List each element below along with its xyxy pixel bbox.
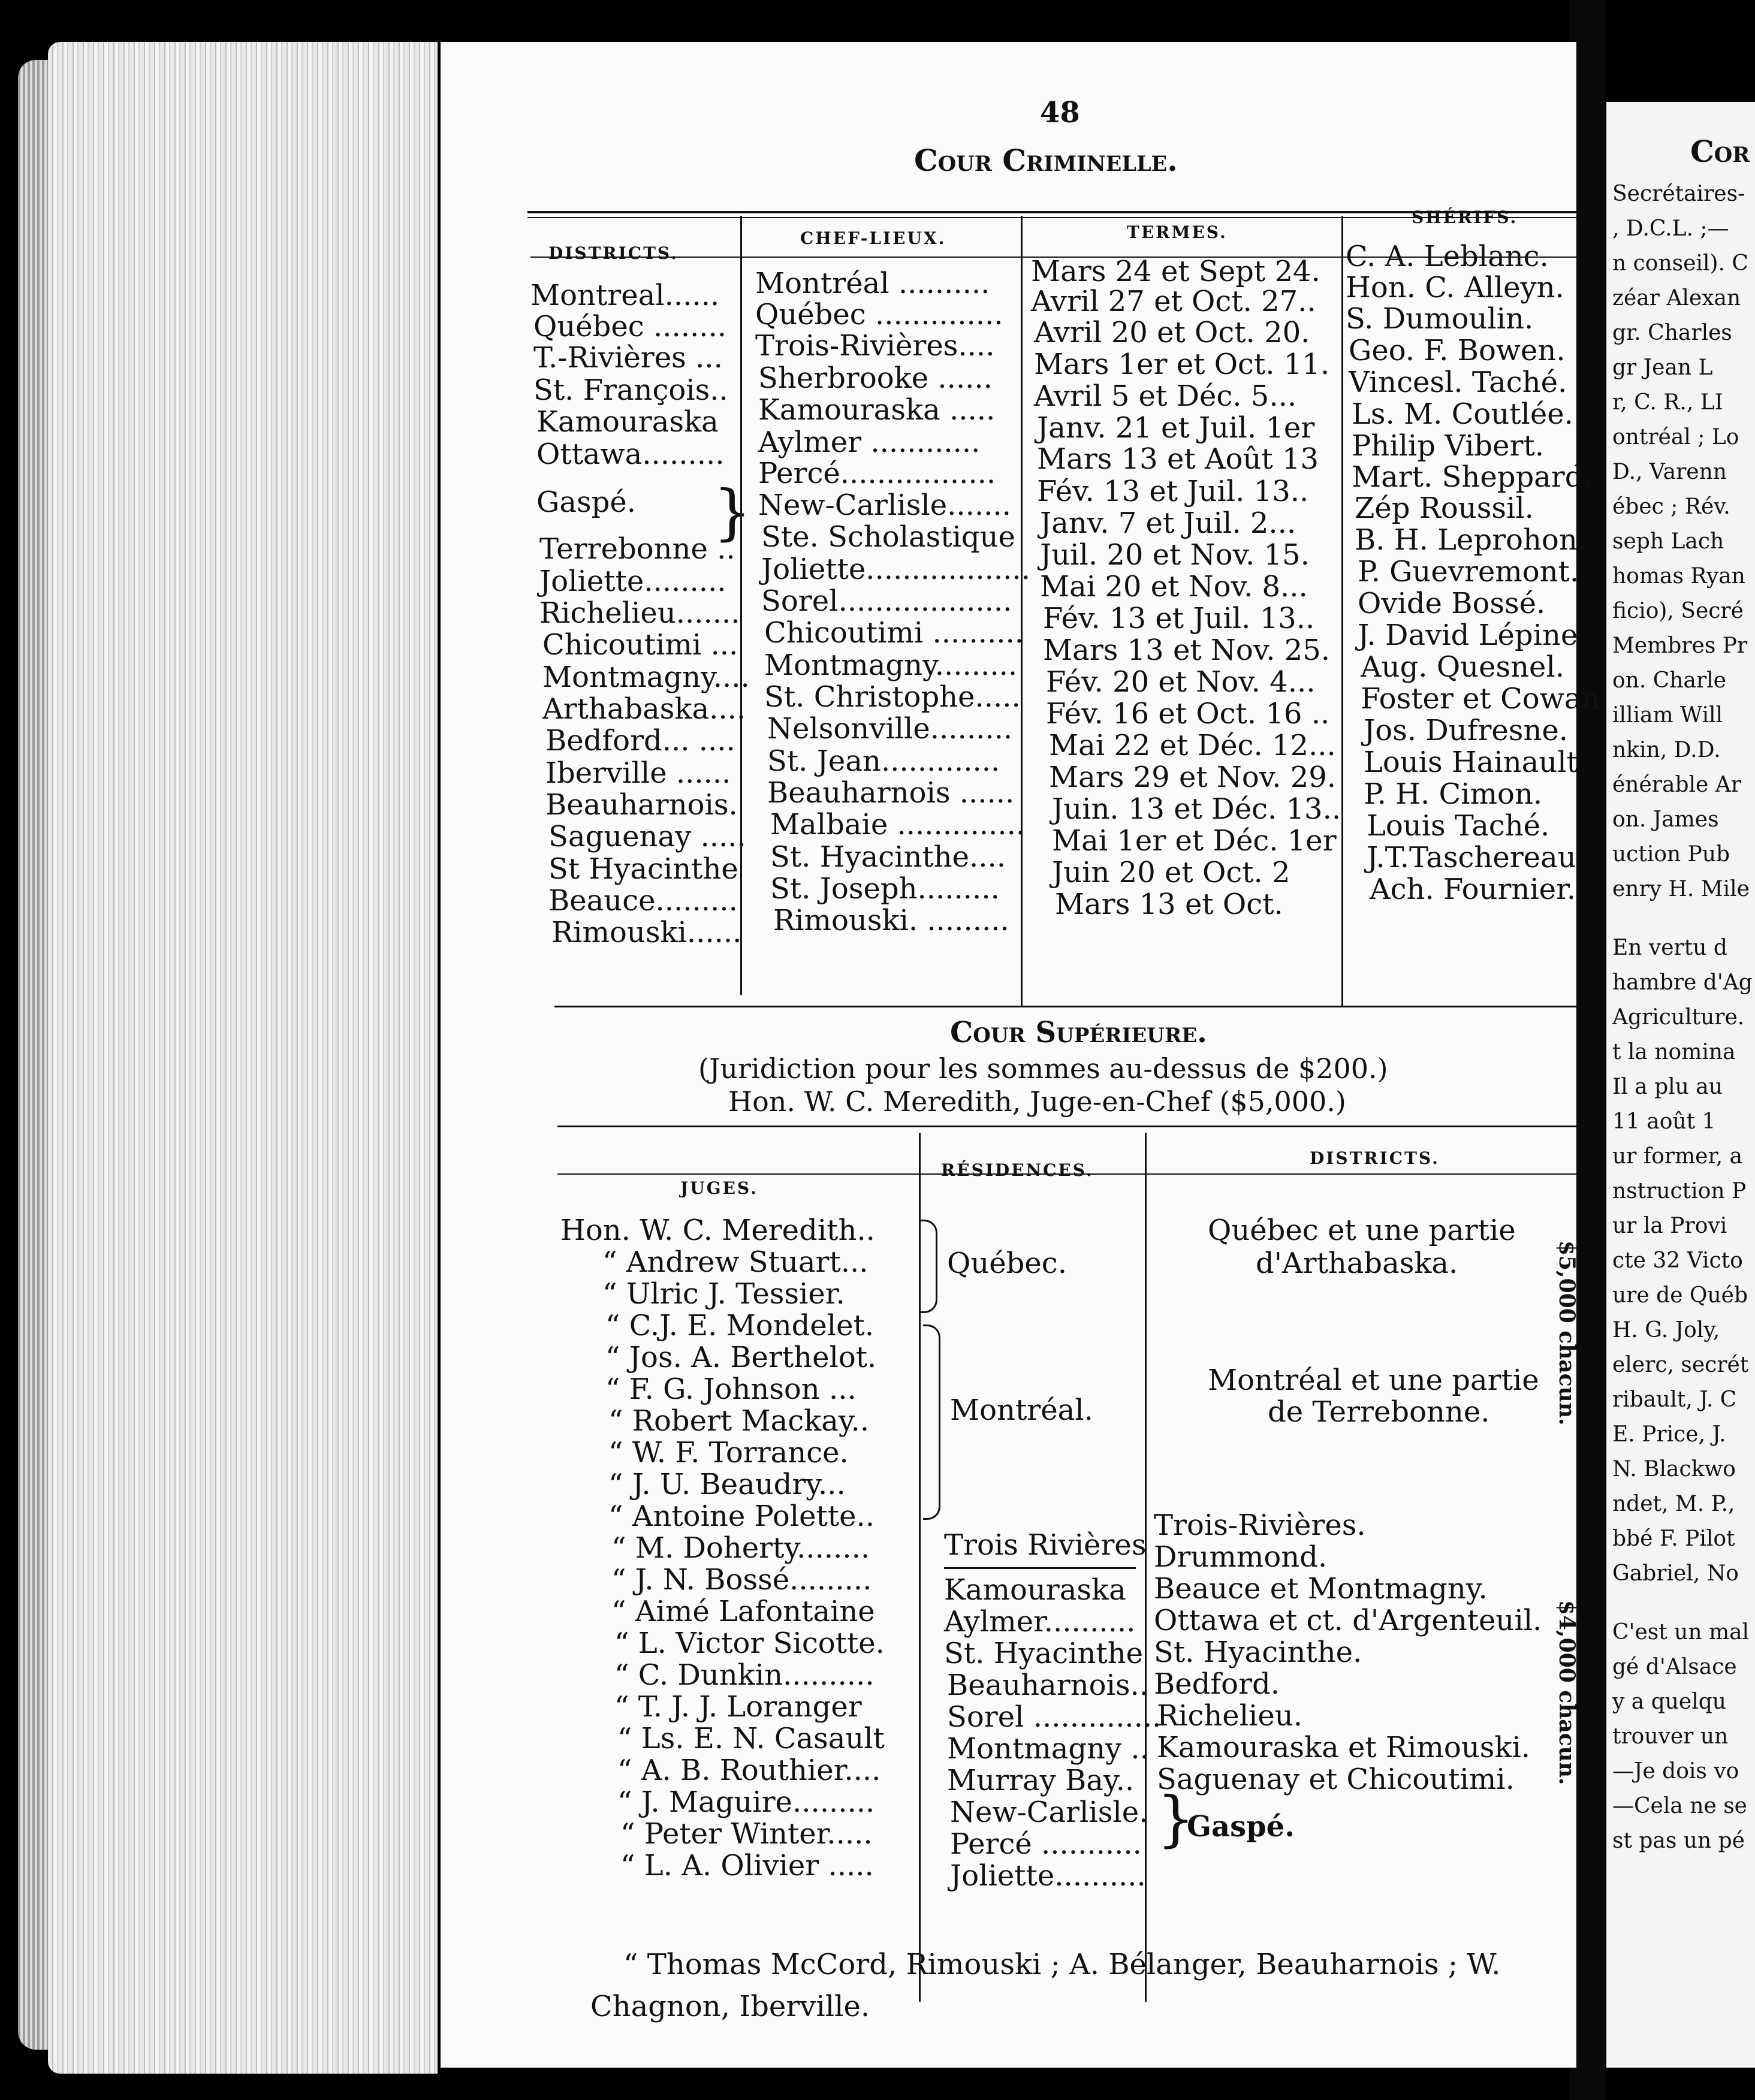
- right-page-line: gr. Charles: [1612, 321, 1732, 345]
- chef-lieu-cell: Trois-Rivières....: [755, 329, 995, 363]
- residence-entry: Percé ...........: [950, 1827, 1142, 1861]
- criminal-bottom-rule: [554, 1006, 1579, 1007]
- district-entry: Kamouraska et Rimouski.: [1157, 1731, 1531, 1764]
- district-cell: Ottawa.........: [536, 437, 725, 471]
- right-page-line: C'est un mal: [1612, 1620, 1750, 1645]
- right-page-line: D., Varenn: [1612, 460, 1727, 484]
- right-page-line: illiam Will: [1612, 703, 1723, 728]
- right-page-line: elerc, secrét: [1612, 1353, 1749, 1377]
- right-page-line: enry H. Mile: [1612, 877, 1750, 901]
- right-page-line: on. Charle: [1612, 668, 1726, 693]
- terme-cell: Avril 20 et Oct. 20.: [1034, 316, 1310, 349]
- chef-lieu-cell: New-Carlisle.......: [758, 488, 1011, 522]
- district-cell: Rimouski......: [551, 916, 742, 949]
- residence-entry: New-Carlisle.: [950, 1796, 1148, 1829]
- right-page-title: Cor: [1690, 134, 1750, 169]
- right-page-line: ébec ; Rév.: [1612, 494, 1730, 519]
- right-page-fragment: [1606, 102, 1755, 2068]
- district-cell: Saguenay .....: [548, 820, 746, 853]
- header-termes: TERMES.: [1127, 222, 1228, 242]
- chef-lieu-cell: St. Joseph.........: [770, 872, 1000, 906]
- terme-cell: Mai 22 et Déc. 12...: [1049, 729, 1336, 762]
- sherif-cell: Hon. C. Alleyn.: [1346, 271, 1564, 304]
- terme-cell: Avril 27 et Oct. 27..: [1031, 285, 1316, 318]
- district-entry: Montréal et une partie: [1208, 1363, 1539, 1397]
- judge-entry: “ A. B. Routhier....: [617, 1754, 881, 1787]
- judge-entry: “ Antoine Polette..: [608, 1499, 875, 1533]
- district-cell: Joliette.........: [539, 565, 726, 598]
- chef-lieu-cell: Kamouraska .....: [758, 393, 996, 427]
- left-page: [441, 42, 1600, 2068]
- judge-entry: “ C. Dunkin..........: [614, 1658, 875, 1692]
- right-page-line: y a quelqu: [1612, 1689, 1726, 1714]
- residence-rule-trois-rivieres: [944, 1567, 1136, 1569]
- footer-line-2: Chagnon, Iberville.: [590, 1990, 870, 2023]
- header-juges: JUGES.: [680, 1178, 758, 1198]
- sherif-cell: Ach. Fournier.: [1370, 873, 1576, 906]
- terme-cell: Mars 13 et Oct.: [1055, 888, 1283, 921]
- judge-entry: “ Ulric J. Tessier.: [602, 1277, 845, 1311]
- terme-cell: Juin. 13 et Déc. 13..: [1052, 792, 1341, 826]
- judge-entry: “ Andrew Stuart...: [602, 1245, 869, 1279]
- chef-lieu-cell: Sorel...................: [761, 584, 1012, 618]
- chef-lieu-cell: Montréal ..........: [755, 267, 990, 300]
- district-entry: Gaspé.: [1187, 1810, 1295, 1843]
- judge-entry: “ F. G. Johnson ...: [605, 1372, 857, 1406]
- residence-entry: St. Hyacinthe: [944, 1637, 1144, 1670]
- district-cell: Richelieu.......: [539, 596, 740, 630]
- sherif-cell: C. A. Leblanc.: [1346, 240, 1549, 273]
- judge-entry: “ L. Victor Sicotte.: [614, 1627, 885, 1660]
- right-page-line: st pas un pé: [1612, 1829, 1745, 1853]
- quebec-bracket: [920, 1220, 937, 1313]
- chef-lieu-cell: Sherbrooke ......: [758, 361, 993, 395]
- header-districts-superior: DISTRICTS.: [1310, 1148, 1440, 1168]
- right-page-line: ur former, a: [1612, 1144, 1743, 1169]
- book-page-edges: [48, 42, 438, 2074]
- terme-cell: Mars 24 et Sept 24.: [1031, 255, 1320, 288]
- district-entry: Richelieu.: [1157, 1699, 1302, 1733]
- district-cell: Beauharnois.: [545, 788, 738, 822]
- superior-chief-justice: Hon. W. C. Meredith, Juge-en-Chef ($5,000.): [728, 1085, 1346, 1118]
- right-page-line: zéar Alexan: [1612, 286, 1741, 310]
- right-page-line: nkin, D.D.: [1612, 738, 1721, 762]
- right-page-line: gé d'Alsace: [1612, 1655, 1737, 1679]
- judge-entry: “ Aimé Lafontaine: [611, 1595, 875, 1628]
- right-page-line: ribault, J. C: [1612, 1387, 1737, 1412]
- right-page-line: En vertu d: [1612, 936, 1727, 960]
- terme-cell: Fév. 20 et Nov. 4...: [1046, 665, 1316, 699]
- judge-entry: “ Peter Winter.....: [620, 1817, 873, 1851]
- residence-entry: Kamouraska: [944, 1573, 1126, 1607]
- right-page-line: gr Jean L: [1612, 355, 1713, 380]
- judge-entry: “ T. J. J. Loranger: [614, 1690, 862, 1724]
- header-districts: DISTRICTS.: [548, 243, 679, 263]
- chef-lieu-cell: Percé.................: [758, 457, 996, 490]
- chef-lieu-cell: Rimouski. .........: [773, 904, 1009, 937]
- right-page-line: [1612, 907, 1753, 931]
- footer-line-1: “ Thomas McCord, Rimouski ; A. Bélanger, Beauharnois ; W.: [623, 1948, 1501, 1981]
- right-page-line: uction Pub: [1612, 842, 1730, 867]
- sherif-cell: J. David Lépine: [1358, 618, 1578, 652]
- district-cell: Kamouraska: [536, 405, 719, 439]
- residence-entry: Joliette..........: [950, 1859, 1146, 1893]
- district-cell: Beauce.........: [548, 884, 738, 918]
- right-page-line: bbé F. Pilot: [1612, 1526, 1735, 1551]
- terme-cell: Mai 1er et Déc. 1er: [1052, 824, 1337, 858]
- right-page-line: N. Blackwo: [1612, 1457, 1736, 1482]
- criminal-court-title: Cour Criminelle.: [914, 143, 1178, 178]
- right-page-line: Il a plu au: [1612, 1075, 1723, 1099]
- residence-entry: Beauharnois..: [947, 1668, 1148, 1702]
- sherif-cell: Zép Roussil.: [1355, 491, 1534, 525]
- district-cell: Québec ........: [533, 310, 727, 343]
- criminal-col-divider-2: [1021, 216, 1023, 1007]
- chef-lieu-cell: St. Jean.............: [767, 744, 1000, 778]
- right-page-line: seph Lach: [1612, 529, 1724, 554]
- right-page-line: ur la Provi: [1612, 1214, 1727, 1238]
- district-entry: Saguenay et Chicoutimi.: [1157, 1763, 1515, 1796]
- chef-lieu-cell: Chicoutimi ..........: [764, 616, 1024, 650]
- district-cell: Bedford... ....: [545, 724, 735, 758]
- right-page-line: ficio), Secré: [1612, 599, 1744, 623]
- residence-entry: Québec.: [947, 1247, 1067, 1280]
- right-page-line: cte 32 Victo: [1612, 1248, 1743, 1273]
- judge-entry: “ Ls. E. N. Casault: [617, 1722, 885, 1755]
- right-page-line: E. Price, J.: [1612, 1422, 1726, 1447]
- right-page-line: ure de Québ: [1612, 1283, 1748, 1308]
- district-entry: Québec et une partie: [1208, 1214, 1516, 1247]
- right-page-lines: [1612, 177, 1753, 1858]
- district-cell: Chicoutimi ...: [542, 628, 738, 662]
- district-cell: Gaspé.: [536, 485, 636, 519]
- sherif-cell: Foster et Cowan: [1361, 682, 1600, 716]
- superior-juridiction: (Juridiction pour les sommes au-dessus de $200.): [698, 1052, 1388, 1085]
- sherif-cell: Philip Vibert.: [1352, 429, 1545, 463]
- right-page-line: Gabriel, No: [1612, 1561, 1739, 1586]
- right-page-line: Membres Pr: [1612, 633, 1748, 658]
- district-entry: d'Arthabaska.: [1256, 1247, 1458, 1280]
- district-cell: Terrebonne ..: [539, 532, 735, 566]
- terme-cell: Mai 20 et Nov. 8...: [1040, 570, 1308, 604]
- judge-entry: “ Robert Mackay..: [608, 1404, 870, 1438]
- residence-entry: Sorel ..............: [947, 1700, 1162, 1734]
- judge-entry: “ J. N. Bossé.........: [611, 1563, 872, 1597]
- sherif-cell: Louis Hainault.: [1364, 746, 1588, 779]
- right-page-line: on. James: [1612, 807, 1719, 832]
- district-entry: Beauce et Montmagny.: [1154, 1572, 1488, 1606]
- sherif-cell: Geo. F. Bowen.: [1349, 334, 1566, 367]
- chef-lieu-cell: Ste. Scholastique: [761, 520, 1015, 554]
- right-page-line: [1612, 1591, 1753, 1615]
- header-residences: RÉSIDENCES.: [941, 1160, 1094, 1180]
- montreal-bracket: [923, 1324, 940, 1520]
- terme-cell: Mars 13 et Août 13: [1037, 442, 1319, 476]
- right-page-line: Secrétaires-: [1612, 182, 1745, 206]
- chef-lieu-cell: Aylmer ............: [758, 426, 981, 459]
- right-page-line: homas Ryan: [1612, 564, 1745, 589]
- terme-cell: Janv. 21 et Juil. 1er: [1037, 411, 1315, 445]
- district-cell: St. François..: [533, 373, 728, 407]
- right-page-line: ontréal ; Lo: [1612, 425, 1739, 449]
- district-cell: Iberville ......: [545, 756, 731, 790]
- right-page-line: 11 août 1: [1612, 1109, 1716, 1134]
- salary-label-1: $5,000 chacun.: [1554, 1241, 1579, 1426]
- sherif-cell: P. Guevremont.: [1358, 555, 1579, 589]
- sherif-cell: S. Dumoulin.: [1346, 302, 1534, 336]
- superior-court-title: Cour Supérieure.: [950, 1016, 1207, 1049]
- chef-lieu-cell: Malbaie ..............: [770, 808, 1026, 841]
- chef-lieu-cell: St. Hyacinthe....: [770, 840, 1006, 874]
- right-page-line: nstruction P: [1612, 1179, 1747, 1203]
- superior-top-rule: [557, 1126, 1576, 1127]
- terme-cell: Mars 13 et Nov. 25.: [1043, 633, 1331, 667]
- district-cell: St Hyacinthe: [548, 852, 738, 886]
- district-entry: Bedford.: [1154, 1667, 1280, 1701]
- right-page-line: n conseil). C: [1612, 251, 1748, 276]
- judge-entry: “ M. Doherty........: [611, 1531, 870, 1565]
- header-chef-lieux: CHEF-LIEUX.: [800, 228, 946, 248]
- sherif-cell: Jos. Dufresne.: [1364, 714, 1569, 747]
- district-cell: Montmagny....: [542, 660, 750, 694]
- terme-cell: Juin 20 et Oct. 2: [1052, 856, 1290, 889]
- criminal-col-divider-1: [740, 216, 742, 995]
- right-page-line: —Je dois vo: [1612, 1759, 1739, 1784]
- sherif-cell: Ovide Bossé.: [1358, 587, 1546, 620]
- right-page-line: r, C. R., LI: [1612, 390, 1723, 415]
- right-page-line: ndet, M. P.,: [1612, 1492, 1735, 1516]
- sherif-cell: Vincesl. Taché.: [1349, 366, 1567, 399]
- header-sherifs: SHÉRIFS.: [1412, 207, 1518, 227]
- district-cell: T.-Rivières ...: [533, 341, 723, 375]
- terme-cell: Mars 1er et Oct. 11.: [1034, 348, 1330, 381]
- page-number: 48: [1040, 96, 1080, 129]
- residence-entry: Montmagny ..: [947, 1732, 1149, 1766]
- chef-lieu-cell: Montmagny.........: [764, 648, 1018, 682]
- sherif-cell: B. H. Leprohon.: [1355, 523, 1587, 557]
- district-entry: St. Hyacinthe.: [1154, 1636, 1362, 1669]
- right-page-line: H. G. Joly,: [1612, 1318, 1720, 1342]
- sherif-cell: P. H. Cimon.: [1364, 777, 1543, 811]
- judge-entry: “ J. Maguire.........: [617, 1785, 875, 1819]
- district-entry: Ottawa et ct. d'Argenteuil.: [1154, 1604, 1542, 1637]
- gaspe-district-brace: }: [1157, 1784, 1195, 1854]
- chef-lieu-cell: Joliette..................: [761, 553, 1030, 586]
- chef-lieu-cell: St. Christophe.....: [764, 680, 1021, 714]
- judge-entry: “ L. A. Olivier .....: [620, 1849, 874, 1882]
- criminal-col-divider-3: [1341, 216, 1343, 1007]
- terme-cell: Juil. 20 et Nov. 15.: [1040, 538, 1310, 572]
- residence-entry: Trois Rivières: [944, 1528, 1147, 1562]
- right-page-line: —Cela ne se: [1612, 1794, 1747, 1818]
- sherif-cell: Louis Taché.: [1367, 809, 1550, 843]
- district-cell: Arthabaska....: [542, 692, 746, 726]
- terme-cell: Fév. 13 et Juil. 13..: [1037, 475, 1309, 508]
- district-entry: Trois-Rivières.: [1154, 1508, 1366, 1542]
- district-entry: Drummond.: [1154, 1540, 1328, 1574]
- terme-cell: Janv. 7 et Juil. 2...: [1040, 506, 1296, 540]
- chef-lieu-cell: Québec ..............: [755, 298, 1003, 331]
- district-entry: de Terrebonne.: [1268, 1395, 1490, 1429]
- sherif-cell: Mart. Sheppard.: [1352, 460, 1593, 494]
- judge-entry: Hon. W. C. Meredith..: [560, 1214, 875, 1247]
- residence-entry: Aylmer..........: [944, 1605, 1136, 1639]
- judge-entry: “ C.J. E. Mondelet.: [605, 1309, 875, 1342]
- judge-entry: “ J. U. Beaudry...: [608, 1468, 846, 1501]
- right-page-line: Agriculture.: [1612, 1005, 1745, 1030]
- right-page-line: énérable Ar: [1612, 773, 1741, 797]
- terme-cell: Fév. 13 et Juil. 13..: [1043, 602, 1315, 635]
- right-page-line: t la nomina: [1612, 1040, 1736, 1064]
- residence-entry: Murray Bay..: [947, 1764, 1135, 1797]
- sherif-cell: J.T.Taschereau: [1367, 841, 1576, 874]
- judge-entry: “ Jos. A. Berthelot.: [605, 1341, 877, 1374]
- sherif-cell: Aug. Quesnel.: [1361, 650, 1565, 684]
- sherif-cell: Ls. M. Coutlée.: [1352, 397, 1573, 431]
- chef-lieu-cell: Beauharnois ......: [767, 776, 1015, 810]
- judge-entry: “ W. F. Torrance.: [608, 1436, 849, 1470]
- terme-cell: Fév. 16 et Oct. 16 ..: [1046, 697, 1330, 731]
- chef-lieu-cell: Nelsonville.........: [767, 712, 1013, 746]
- salary-label-2: $4,000 chacun.: [1554, 1600, 1579, 1785]
- terme-cell: Mars 29 et Nov. 29.: [1049, 761, 1337, 794]
- residence-entry: Montréal.: [950, 1393, 1093, 1427]
- right-page-line: , D.C.L. ;—: [1612, 216, 1729, 241]
- right-page-line: hambre d'Ag: [1612, 970, 1753, 995]
- district-cell: Montreal......: [530, 279, 720, 312]
- gaspe-brace: }: [713, 477, 752, 547]
- right-page-line: trouver un: [1612, 1724, 1729, 1749]
- terme-cell: Avril 5 et Déc. 5...: [1034, 379, 1297, 413]
